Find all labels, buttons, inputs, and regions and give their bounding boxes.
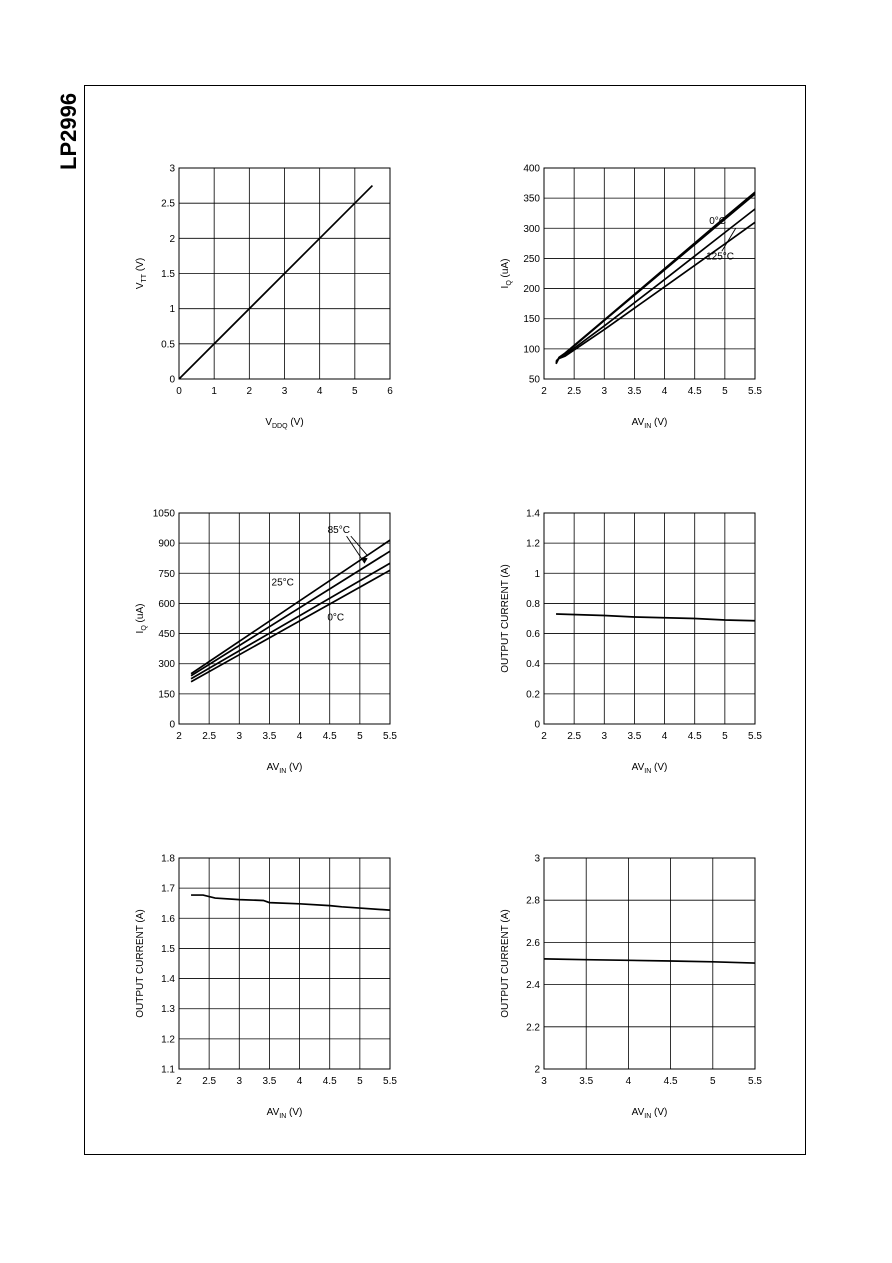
axis-label-main: I bbox=[135, 630, 146, 634]
y-tick-label: 3 bbox=[534, 853, 540, 865]
x-axis-label bbox=[632, 762, 668, 775]
y-tick-label: 300 bbox=[523, 223, 540, 235]
output-current-chart-2 bbox=[120, 845, 420, 1135]
y-tick-label: 0.5 bbox=[161, 339, 175, 351]
plot-border bbox=[544, 858, 755, 1069]
axis-label-main: AV bbox=[631, 762, 645, 773]
y-tick-label: 100 bbox=[523, 344, 540, 356]
x-tick-label: 4 bbox=[316, 386, 323, 397]
x-tick-label: 5 bbox=[722, 386, 728, 397]
y-tick-label: 150 bbox=[523, 314, 540, 326]
y-tick-label: 0 bbox=[169, 719, 175, 731]
iq-vs-avin-chart-1 bbox=[485, 155, 785, 445]
x-tick-label: 0 bbox=[176, 386, 182, 397]
part-number-text: LP2996 bbox=[56, 92, 81, 170]
y-tick-label: 150 bbox=[158, 689, 175, 701]
axis-label-main: AV bbox=[266, 1107, 280, 1118]
plot-border bbox=[179, 858, 390, 1069]
axis-label-unit: (V) bbox=[651, 1107, 668, 1118]
axis-label-unit: (V) bbox=[286, 1107, 303, 1118]
axis-label-main: I bbox=[500, 285, 511, 289]
x-tick-label: 4 bbox=[625, 1076, 632, 1087]
y-axis-label bbox=[500, 259, 513, 289]
axis-label-subscript: IN bbox=[644, 423, 652, 430]
x-tick-label: 5.5 bbox=[748, 1076, 762, 1087]
y-tick-label: 1.4 bbox=[526, 508, 540, 520]
vtt-vs-vddq-chart bbox=[120, 155, 420, 445]
x-tick-label: 4.5 bbox=[322, 731, 337, 742]
y-tick-label: 0.8 bbox=[526, 598, 540, 610]
y-tick-label: 1.3 bbox=[161, 1004, 175, 1016]
x-axis-label bbox=[632, 417, 668, 430]
x-tick-label: 6 bbox=[387, 386, 393, 397]
x-tick-label: 3 bbox=[236, 731, 243, 742]
axis-label-unit: (uA) bbox=[135, 603, 146, 626]
y-tick-label: 2.8 bbox=[526, 895, 540, 907]
axis-label-subscript: Q bbox=[141, 625, 148, 631]
output-current-chart-1 bbox=[485, 500, 785, 790]
x-tick-label: 5 bbox=[357, 731, 363, 742]
y-tick-label: 350 bbox=[523, 193, 540, 205]
temperature-label: 0°C bbox=[327, 612, 345, 624]
x-tick-label: 5.5 bbox=[383, 731, 397, 742]
y-tick-label: 1.2 bbox=[526, 538, 540, 550]
x-tick-label: 1 bbox=[211, 386, 217, 397]
y-axis-label bbox=[500, 909, 511, 1018]
x-tick-label: 5.5 bbox=[748, 386, 762, 397]
temperature-label: 0°C bbox=[709, 216, 727, 228]
x-tick-label: 2 bbox=[176, 731, 182, 742]
x-tick-label: 3 bbox=[601, 386, 608, 397]
axis-label-subscript: Q bbox=[506, 280, 513, 286]
y-tick-label: 1.6 bbox=[161, 913, 175, 925]
axis-label-main: V bbox=[265, 417, 272, 428]
axis-label-unit: (V) bbox=[135, 257, 146, 274]
y-tick-label: 750 bbox=[158, 568, 175, 580]
y-tick-label: 1.2 bbox=[161, 1034, 175, 1046]
axis-label-subscript: IN bbox=[279, 768, 287, 775]
x-tick-label: 5.5 bbox=[383, 1076, 397, 1087]
y-tick-label: 3 bbox=[169, 163, 175, 175]
series-line-1 bbox=[179, 186, 372, 379]
x-tick-label: 3 bbox=[281, 386, 288, 397]
axis-label-subscript: IN bbox=[644, 1113, 652, 1120]
axis-label-main: OUTPUT CURRENT (A) bbox=[135, 909, 146, 1018]
x-tick-label: 3.5 bbox=[627, 731, 642, 742]
y-axis-label bbox=[135, 258, 148, 289]
x-tick-label: 4.5 bbox=[687, 386, 702, 397]
x-tick-label: 2.5 bbox=[202, 731, 217, 742]
x-tick-label: 3.5 bbox=[579, 1076, 594, 1087]
y-tick-label: 0.4 bbox=[526, 659, 540, 671]
label-leader-line bbox=[722, 228, 736, 251]
y-axis-label bbox=[135, 604, 148, 634]
x-tick-label: 2 bbox=[541, 386, 547, 397]
y-tick-label: 450 bbox=[158, 629, 175, 641]
y-tick-label: 2 bbox=[534, 1064, 540, 1076]
axis-label-unit: (V) bbox=[286, 762, 303, 773]
y-tick-label: 1.8 bbox=[161, 853, 175, 865]
axis-label-unit: (V) bbox=[287, 417, 304, 428]
y-tick-label: 2.6 bbox=[526, 937, 540, 949]
x-tick-label: 5.5 bbox=[748, 731, 762, 742]
x-tick-label: 3.5 bbox=[627, 386, 642, 397]
axis-label-main: OUTPUT CURRENT (A) bbox=[500, 909, 511, 1018]
x-axis-label bbox=[267, 1107, 303, 1120]
axis-label-unit: (V) bbox=[651, 417, 668, 428]
axis-label-main: V bbox=[135, 282, 146, 290]
y-tick-label: 250 bbox=[523, 253, 540, 265]
x-tick-label: 4.5 bbox=[663, 1076, 678, 1087]
axis-label-main: OUTPUT CURRENT (A) bbox=[500, 564, 511, 673]
x-axis-label bbox=[265, 417, 303, 430]
y-axis-label bbox=[135, 909, 146, 1018]
plot-border bbox=[544, 513, 755, 724]
x-tick-label: 3.5 bbox=[262, 731, 277, 742]
y-tick-label: 400 bbox=[523, 163, 540, 175]
y-tick-label: 0.6 bbox=[526, 629, 540, 641]
y-tick-label: 1 bbox=[169, 304, 175, 316]
y-tick-label: 1.5 bbox=[161, 943, 175, 955]
y-tick-label: 2 bbox=[169, 233, 175, 245]
y-tick-label: 0 bbox=[534, 719, 540, 731]
x-tick-label: 3 bbox=[541, 1076, 547, 1087]
y-tick-label: 2.5 bbox=[161, 198, 175, 210]
x-tick-label: 5 bbox=[352, 386, 358, 397]
y-tick-label: 600 bbox=[158, 598, 175, 610]
y-tick-label: 1 bbox=[534, 568, 540, 580]
x-tick-label: 3 bbox=[601, 731, 608, 742]
x-tick-label: 4.5 bbox=[687, 731, 702, 742]
x-tick-label: 2 bbox=[246, 386, 253, 397]
part-number-heading bbox=[52, 86, 82, 176]
y-tick-label: 1050 bbox=[152, 508, 175, 520]
y-tick-label: 200 bbox=[523, 284, 540, 296]
temperature-label: 25°C bbox=[271, 577, 294, 589]
x-axis-label bbox=[632, 1107, 668, 1120]
y-tick-label: 2.2 bbox=[526, 1022, 540, 1034]
axis-label-main: AV bbox=[631, 417, 645, 428]
x-tick-label: 2.5 bbox=[567, 386, 582, 397]
x-tick-label: 4.5 bbox=[322, 1076, 337, 1087]
axis-label-unit: (uA) bbox=[500, 258, 511, 281]
x-tick-label: 2.5 bbox=[202, 1076, 217, 1087]
y-tick-label: 50 bbox=[528, 374, 540, 386]
y-tick-label: 1.5 bbox=[161, 269, 175, 280]
x-tick-label: 3 bbox=[236, 1076, 243, 1087]
temperature-label: 125°C bbox=[706, 251, 734, 263]
axis-label-main: AV bbox=[266, 762, 280, 773]
y-tick-label: 900 bbox=[158, 538, 175, 550]
x-tick-label: 5 bbox=[710, 1076, 716, 1087]
x-tick-label: 2.5 bbox=[567, 731, 582, 742]
temperature-label: 85°C bbox=[327, 525, 350, 537]
y-tick-label: 300 bbox=[158, 659, 175, 671]
x-tick-label: 4 bbox=[296, 1076, 303, 1087]
x-tick-label: 2 bbox=[176, 1076, 182, 1087]
axis-label-subscript: DDQ bbox=[272, 423, 288, 430]
x-tick-label: 2 bbox=[541, 731, 547, 742]
y-tick-label: 0.2 bbox=[526, 689, 540, 701]
axis-label-unit: (V) bbox=[651, 762, 668, 773]
y-tick-label: 0 bbox=[169, 374, 175, 386]
x-tick-label: 4 bbox=[661, 731, 668, 742]
axis-label-subscript: TT bbox=[141, 273, 148, 283]
output-current-chart-3 bbox=[485, 845, 785, 1135]
y-tick-label: 1.7 bbox=[161, 883, 175, 895]
x-tick-label: 4 bbox=[296, 731, 303, 742]
y-tick-label: 1.1 bbox=[161, 1064, 175, 1076]
x-tick-label: 3.5 bbox=[262, 1076, 277, 1087]
axis-label-subscript: IN bbox=[644, 768, 652, 775]
axis-label-main: AV bbox=[631, 1107, 645, 1118]
series-line-1 bbox=[544, 959, 755, 963]
x-axis-label bbox=[267, 762, 303, 775]
x-tick-label: 4 bbox=[661, 386, 668, 397]
y-axis-label bbox=[500, 564, 511, 673]
y-tick-label: 1.4 bbox=[161, 974, 175, 986]
iq-vs-avin-chart-2 bbox=[120, 500, 420, 790]
x-tick-label: 5 bbox=[722, 731, 728, 742]
y-tick-label: 2.4 bbox=[526, 980, 540, 992]
axis-label-subscript: IN bbox=[279, 1113, 287, 1120]
x-tick-label: 5 bbox=[357, 1076, 363, 1087]
